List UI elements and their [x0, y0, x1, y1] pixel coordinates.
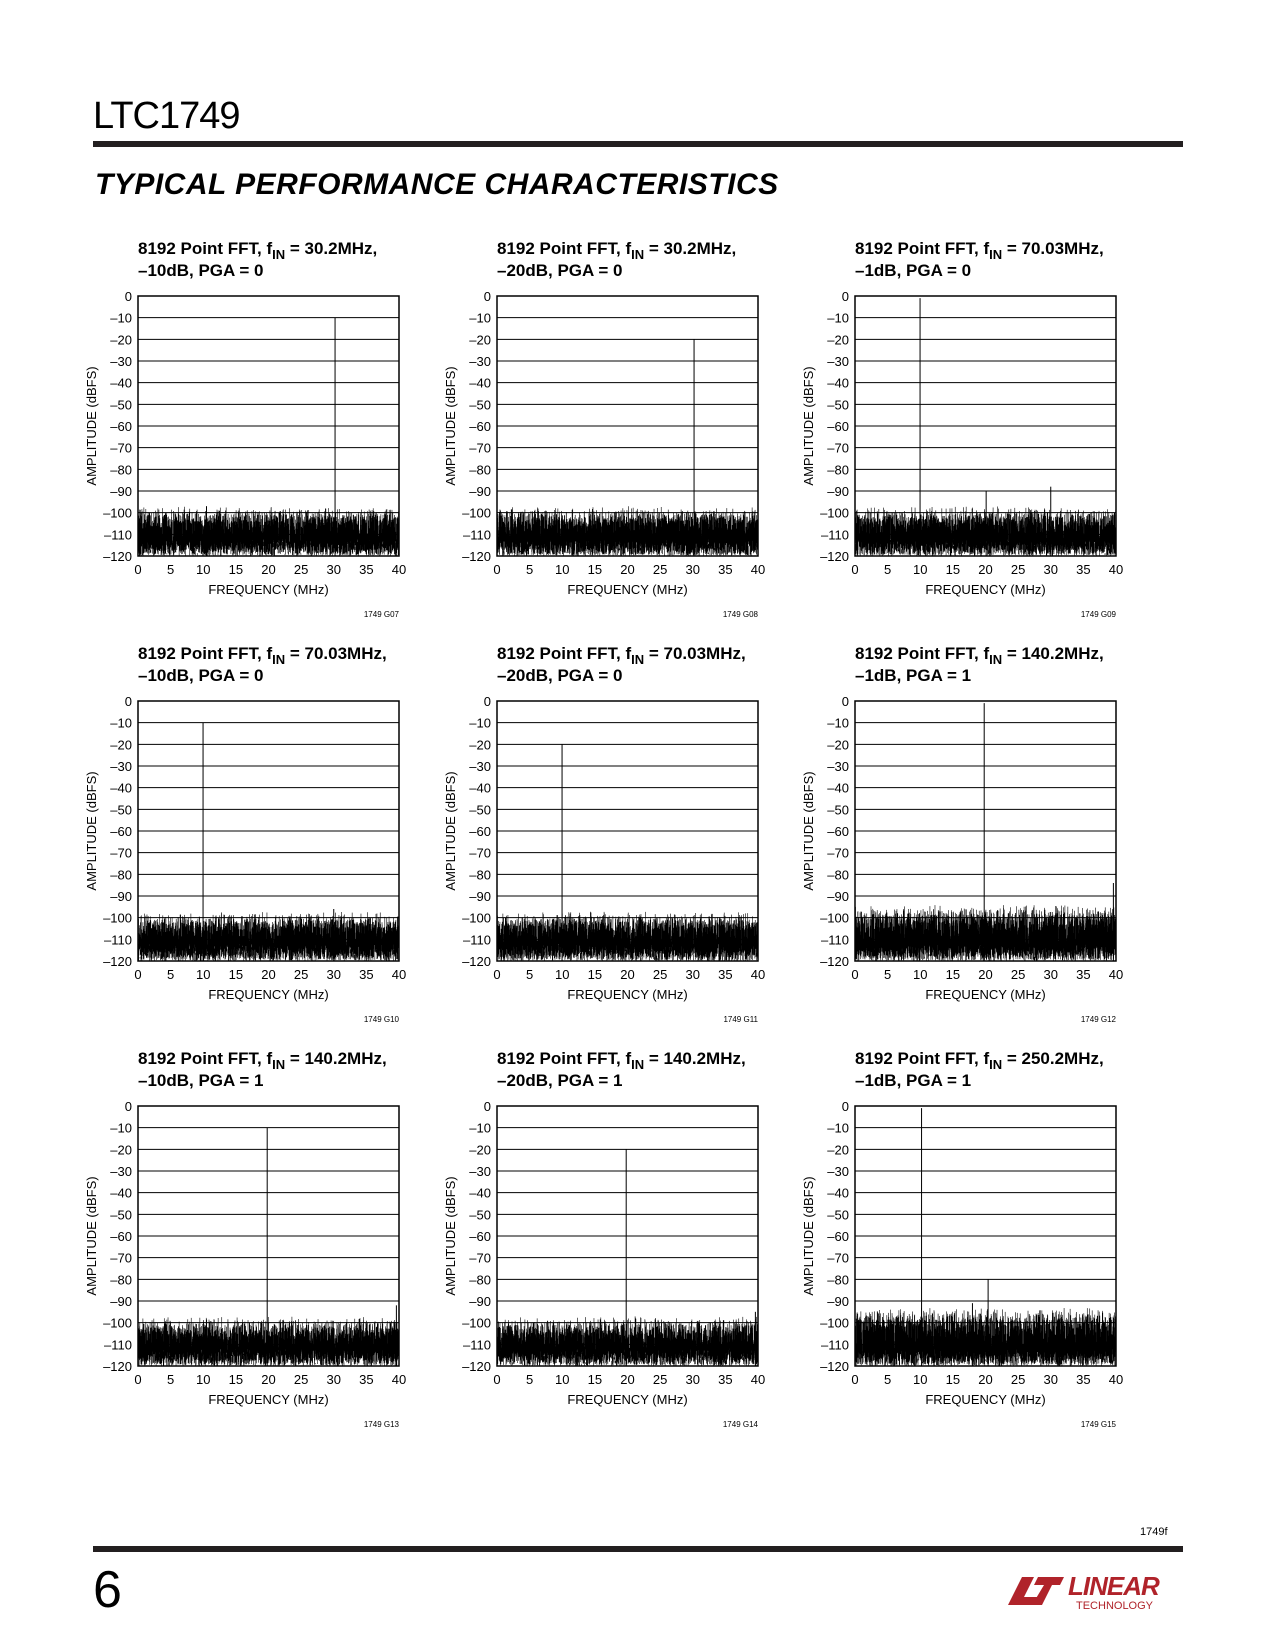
x-tick-label: 25 — [652, 562, 668, 577]
y-tick-label: –50 — [469, 1207, 491, 1223]
x-tick-label: 35 — [359, 1372, 374, 1387]
y-tick-label: –110 — [104, 1337, 132, 1353]
y-tick-label: –90 — [469, 484, 491, 499]
y-tick-label: –50 — [469, 397, 491, 413]
x-tick-label: 5 — [526, 1372, 534, 1387]
y-axis-label: AMPLITUDE (dBFS) — [84, 771, 99, 891]
y-tick-label: –60 — [469, 419, 491, 434]
y-tick-label: –50 — [469, 802, 491, 818]
y-tick-label: –10 — [827, 715, 849, 731]
x-tick-label: 35 — [359, 967, 374, 982]
x-tick-label: 30 — [326, 967, 341, 982]
chart-title-line2: –20dB, PGA = 1 — [497, 1071, 623, 1090]
y-tick-label: 0 — [483, 289, 491, 304]
chart-title-suffix: = 140.2MHz, — [285, 1049, 387, 1068]
y-tick-label: –120 — [462, 549, 491, 564]
lt-logo-mark — [1008, 1577, 1064, 1605]
y-tick-label: –100 — [462, 910, 491, 926]
x-tick-label: 40 — [750, 1372, 766, 1387]
y-tick-label: –40 — [110, 1185, 132, 1201]
y-tick-label: –70 — [469, 440, 491, 456]
y-tick-label: –110 — [821, 932, 849, 948]
y-tick-label: –80 — [827, 867, 849, 883]
chart-title-prefix: 8192 Point FFT, f — [497, 644, 632, 663]
y-tick-label: 0 — [124, 694, 132, 709]
x-tick-label: 20 — [620, 1372, 635, 1387]
y-tick-label: –10 — [469, 310, 491, 326]
y-tick-label: –30 — [110, 354, 132, 369]
y-tick-label: –90 — [110, 1294, 132, 1309]
x-tick-label: 0 — [134, 967, 142, 982]
y-tick-label: –20 — [827, 332, 849, 348]
y-tick-label: –80 — [110, 867, 132, 883]
chart-title-subscript: IN — [631, 652, 645, 667]
x-axis-label: FREQUENCY (MHz) — [208, 987, 329, 1002]
chart-title-suffix: = 30.2MHz, — [285, 239, 378, 258]
chart-title-line2: –10dB, PGA = 0 — [138, 261, 264, 280]
y-tick-label: 0 — [124, 1099, 132, 1114]
chart-title-line1 — [855, 644, 1104, 667]
y-tick-label: –120 — [820, 549, 849, 564]
noise-floor-trace — [497, 912, 758, 961]
x-tick-label: 20 — [978, 562, 993, 577]
chart-title-subscript: IN — [989, 247, 1003, 262]
chart-title-subscript: IN — [272, 247, 286, 262]
chart-title-subscript: IN — [272, 652, 286, 667]
chart-title-line1 — [138, 644, 387, 667]
y-tick-label: –70 — [469, 845, 491, 861]
x-tick-label: 10 — [196, 1372, 211, 1387]
y-tick-label: –110 — [821, 1337, 849, 1353]
y-tick-label: –60 — [469, 1229, 491, 1244]
x-tick-label: 25 — [293, 562, 309, 577]
y-tick-label: –100 — [103, 1315, 132, 1331]
y-tick-label: –100 — [820, 505, 849, 521]
x-tick-label: 30 — [1043, 1372, 1058, 1387]
y-tick-label: –110 — [104, 527, 132, 543]
x-tick-label: 40 — [391, 1372, 407, 1387]
y-tick-label: 0 — [841, 694, 849, 709]
y-tick-label: –20 — [469, 332, 491, 348]
y-tick-label: –40 — [110, 375, 132, 391]
y-tick-label: –120 — [820, 1359, 849, 1374]
y-tick-label: –120 — [462, 1359, 491, 1374]
chart-title-subscript: IN — [989, 1057, 1003, 1072]
y-tick-label: –110 — [463, 527, 491, 543]
y-axis-label: AMPLITUDE (dBFS) — [801, 771, 816, 891]
x-tick-label: 25 — [1010, 1372, 1026, 1387]
x-axis-label: FREQUENCY (MHz) — [208, 1392, 329, 1407]
y-tick-label: –10 — [827, 1120, 849, 1136]
y-tick-label: –30 — [110, 1164, 132, 1179]
page-number: 6 — [93, 1561, 122, 1619]
x-tick-label: 10 — [196, 967, 211, 982]
y-tick-label: –20 — [110, 332, 132, 348]
x-tick-label: 30 — [685, 562, 700, 577]
x-tick-label: 0 — [134, 1372, 142, 1387]
y-axis-label: AMPLITUDE (dBFS) — [443, 1176, 458, 1296]
x-tick-label: 0 — [493, 967, 501, 982]
part-number: LTC1749 — [93, 95, 240, 137]
x-tick-label: 40 — [391, 967, 407, 982]
x-tick-label: 15 — [945, 967, 961, 982]
noise-floor-trace — [138, 1317, 399, 1366]
y-tick-label: –50 — [110, 802, 132, 818]
x-tick-label: 10 — [555, 562, 570, 577]
y-tick-label: –70 — [469, 1250, 491, 1266]
y-tick-label: –100 — [103, 910, 132, 926]
chart-title-line1 — [497, 239, 736, 262]
y-tick-label: –80 — [469, 867, 491, 883]
y-axis-label: AMPLITUDE (dBFS) — [443, 771, 458, 891]
y-tick-label: –40 — [469, 780, 491, 796]
y-tick-label: –60 — [827, 419, 849, 434]
chart-title-suffix: = 140.2MHz, — [644, 1049, 746, 1068]
y-tick-label: –120 — [103, 1359, 132, 1374]
x-tick-label: 20 — [620, 562, 635, 577]
chart-title-suffix: = 70.03MHz, — [644, 644, 746, 663]
y-tick-label: –20 — [469, 737, 491, 753]
chart-title-line1 — [497, 644, 746, 667]
x-tick-label: 0 — [493, 1372, 501, 1387]
chart-title-suffix: = 70.03MHz, — [285, 644, 387, 663]
y-tick-label: –70 — [110, 845, 132, 861]
x-tick-label: 40 — [750, 967, 766, 982]
figure-id: 1749 G13 — [363, 1420, 399, 1429]
chart-title-prefix: 8192 Point FFT, f — [855, 239, 990, 258]
x-tick-label: 35 — [1076, 1372, 1091, 1387]
y-tick-label: –60 — [110, 824, 132, 839]
chart-title-prefix: 8192 Point FFT, f — [855, 1049, 990, 1068]
figure-id: 1749 G12 — [1080, 1015, 1116, 1024]
x-axis-label: FREQUENCY (MHz) — [208, 582, 329, 597]
x-tick-label: 15 — [587, 562, 603, 577]
x-axis-label: FREQUENCY (MHz) — [567, 1392, 688, 1407]
y-tick-label: –60 — [827, 824, 849, 839]
figure-id: 1749 G11 — [723, 1015, 758, 1024]
chart-title-line1 — [855, 1049, 1104, 1072]
x-tick-label: 35 — [359, 562, 374, 577]
x-tick-label: 0 — [851, 967, 859, 982]
fft-chart-2 — [437, 231, 797, 631]
y-tick-label: –30 — [827, 759, 849, 774]
chart-title-line1 — [138, 239, 377, 262]
x-tick-label: 40 — [1108, 1372, 1124, 1387]
y-axis-label: AMPLITUDE (dBFS) — [443, 366, 458, 486]
y-tick-label: 0 — [841, 289, 849, 304]
chart-title-suffix: = 70.03MHz, — [1002, 239, 1104, 258]
x-tick-label: 0 — [493, 562, 501, 577]
y-tick-label: –40 — [110, 780, 132, 796]
x-tick-label: 0 — [134, 562, 142, 577]
chart-title-prefix: 8192 Point FFT, f — [497, 1049, 632, 1068]
x-tick-label: 15 — [587, 1372, 603, 1387]
y-tick-label: –90 — [469, 889, 491, 904]
y-tick-label: –30 — [827, 354, 849, 369]
y-tick-label: –30 — [110, 759, 132, 774]
chart-title-line2: –1dB, PGA = 1 — [855, 666, 972, 685]
logo-subtext: TECHNOLOGY — [1076, 1600, 1154, 1612]
y-tick-label: –30 — [827, 1164, 849, 1179]
x-tick-label: 20 — [978, 1372, 993, 1387]
x-tick-label: 15 — [945, 562, 961, 577]
x-tick-label: 15 — [587, 967, 603, 982]
y-tick-label: –70 — [827, 845, 849, 861]
y-tick-label: –110 — [463, 1337, 491, 1353]
chart-title-suffix: = 30.2MHz, — [644, 239, 737, 258]
y-tick-label: –10 — [469, 715, 491, 731]
y-tick-label: –120 — [103, 549, 132, 564]
y-tick-label: –20 — [827, 1142, 849, 1158]
y-tick-label: –110 — [463, 932, 491, 948]
y-tick-label: –80 — [827, 1272, 849, 1288]
chart-title-prefix: 8192 Point FFT, f — [138, 239, 273, 258]
x-tick-label: 5 — [526, 562, 534, 577]
y-tick-label: –20 — [110, 737, 132, 753]
x-tick-label: 40 — [1108, 967, 1124, 982]
y-tick-label: –30 — [469, 1164, 491, 1179]
noise-floor-trace — [497, 506, 758, 556]
y-tick-label: –100 — [462, 505, 491, 521]
x-tick-label: 25 — [1010, 967, 1026, 982]
x-tick-label: 35 — [718, 967, 733, 982]
x-tick-label: 35 — [718, 1372, 733, 1387]
chart-title-line2: –1dB, PGA = 0 — [855, 261, 972, 280]
x-tick-label: 25 — [652, 1372, 668, 1387]
header-rule — [93, 141, 1183, 147]
fft-chart-3 — [795, 231, 1155, 631]
y-tick-label: –30 — [469, 759, 491, 774]
y-tick-label: –10 — [827, 310, 849, 326]
x-tick-label: 30 — [685, 1372, 700, 1387]
y-axis-label: AMPLITUDE (dBFS) — [801, 1176, 816, 1296]
x-tick-label: 30 — [1043, 967, 1058, 982]
chart-title-subscript: IN — [989, 652, 1003, 667]
x-axis-label: FREQUENCY (MHz) — [925, 582, 1046, 597]
chart-title-subscript: IN — [631, 247, 645, 262]
y-tick-label: –90 — [827, 484, 849, 499]
noise-floor-trace — [855, 905, 1116, 961]
footer-rule — [93, 1546, 1183, 1552]
y-tick-label: –120 — [462, 954, 491, 969]
y-tick-label: –10 — [469, 1120, 491, 1136]
x-axis-label: FREQUENCY (MHz) — [567, 582, 688, 597]
x-axis-label: FREQUENCY (MHz) — [925, 1392, 1046, 1407]
y-tick-label: –50 — [110, 397, 132, 413]
chart-title-line1 — [855, 239, 1104, 262]
y-tick-label: –70 — [827, 1250, 849, 1266]
x-tick-label: 30 — [1043, 562, 1058, 577]
x-tick-label: 35 — [1076, 562, 1091, 577]
fft-chart-5 — [437, 636, 797, 1036]
y-axis-label: AMPLITUDE (dBFS) — [84, 366, 99, 486]
y-tick-label: –100 — [103, 505, 132, 521]
x-tick-label: 30 — [685, 967, 700, 982]
y-tick-label: –80 — [110, 1272, 132, 1288]
chart-title-line2: –10dB, PGA = 1 — [138, 1071, 264, 1090]
y-tick-label: 0 — [483, 1099, 491, 1114]
y-tick-label: –10 — [110, 1120, 132, 1136]
y-axis-label: AMPLITUDE (dBFS) — [84, 1176, 99, 1296]
x-tick-label: 35 — [718, 562, 733, 577]
chart-title-suffix: = 140.2MHz, — [1002, 644, 1104, 663]
y-tick-label: –10 — [110, 310, 132, 326]
y-tick-label: –100 — [820, 910, 849, 926]
x-tick-label: 5 — [884, 1372, 892, 1387]
y-tick-label: –60 — [110, 419, 132, 434]
y-tick-label: –60 — [827, 1229, 849, 1244]
doc-code: 1749f — [1140, 1526, 1168, 1538]
figure-id: 1749 G14 — [722, 1420, 758, 1429]
y-tick-label: 0 — [841, 1099, 849, 1114]
y-tick-label: –90 — [827, 1294, 849, 1309]
noise-floor-trace — [497, 1316, 758, 1366]
y-tick-label: –20 — [469, 1142, 491, 1158]
y-tick-label: –40 — [827, 375, 849, 391]
y-tick-label: 0 — [124, 289, 132, 304]
x-tick-label: 10 — [555, 1372, 570, 1387]
chart-title-prefix: 8192 Point FFT, f — [138, 644, 273, 663]
section-title: TYPICAL PERFORMANCE CHARACTERISTICS — [95, 168, 779, 201]
y-tick-label: –80 — [469, 462, 491, 478]
chart-title-line1 — [138, 1049, 387, 1072]
y-tick-label: –10 — [110, 715, 132, 731]
y-tick-label: –110 — [821, 527, 849, 543]
x-tick-label: 10 — [196, 562, 211, 577]
y-tick-label: –70 — [827, 440, 849, 456]
y-tick-label: –110 — [104, 932, 132, 948]
x-tick-label: 40 — [750, 562, 766, 577]
y-tick-label: –40 — [827, 780, 849, 796]
y-tick-label: –50 — [827, 397, 849, 413]
y-tick-label: –30 — [469, 354, 491, 369]
figure-id: 1749 G08 — [722, 610, 758, 619]
y-tick-label: –90 — [110, 484, 132, 499]
x-tick-label: 15 — [945, 1372, 961, 1387]
x-tick-label: 15 — [228, 967, 244, 982]
y-tick-label: –90 — [827, 889, 849, 904]
x-axis-label: FREQUENCY (MHz) — [567, 987, 688, 1002]
chart-title-suffix: = 250.2MHz, — [1002, 1049, 1104, 1068]
x-tick-label: 10 — [913, 1372, 928, 1387]
noise-floor-trace — [138, 912, 399, 961]
x-tick-label: 10 — [555, 967, 570, 982]
figure-id: 1749 G07 — [363, 610, 399, 619]
chart-title-line2: –20dB, PGA = 0 — [497, 666, 623, 685]
y-tick-label: –20 — [827, 737, 849, 753]
x-tick-label: 15 — [228, 1372, 244, 1387]
linear-technology-logo — [1000, 1565, 1180, 1615]
chart-title-subscript: IN — [631, 1057, 645, 1072]
x-tick-label: 15 — [228, 562, 244, 577]
chart-title-line2: –20dB, PGA = 0 — [497, 261, 623, 280]
y-tick-label: –50 — [827, 1207, 849, 1223]
x-tick-label: 5 — [167, 967, 175, 982]
x-tick-label: 20 — [261, 562, 276, 577]
y-tick-label: –90 — [110, 889, 132, 904]
y-tick-label: –50 — [827, 802, 849, 818]
x-tick-label: 20 — [261, 967, 276, 982]
figure-id: 1749 G09 — [1080, 610, 1116, 619]
y-tick-label: –60 — [110, 1229, 132, 1244]
x-tick-label: 20 — [261, 1372, 276, 1387]
chart-title-subscript: IN — [272, 1057, 286, 1072]
noise-floor-trace — [855, 1308, 1116, 1366]
figure-id: 1749 G15 — [1080, 1420, 1116, 1429]
y-tick-label: –60 — [469, 824, 491, 839]
y-tick-label: –20 — [110, 1142, 132, 1158]
chart-title-prefix: 8192 Point FFT, f — [138, 1049, 273, 1068]
fft-chart-9 — [795, 1041, 1155, 1441]
noise-floor-trace — [138, 507, 399, 556]
fft-chart-1 — [78, 231, 438, 631]
chart-title-line2: –1dB, PGA = 1 — [855, 1071, 972, 1090]
y-tick-label: –40 — [469, 375, 491, 391]
y-tick-label: –40 — [827, 1185, 849, 1201]
x-tick-label: 25 — [1010, 562, 1026, 577]
x-tick-label: 25 — [293, 967, 309, 982]
fft-chart-8 — [437, 1041, 797, 1441]
y-tick-label: –100 — [820, 1315, 849, 1331]
y-tick-label: –70 — [110, 1250, 132, 1266]
x-tick-label: 0 — [851, 562, 859, 577]
chart-title-prefix: 8192 Point FFT, f — [855, 644, 990, 663]
fft-chart-6 — [795, 636, 1155, 1036]
y-tick-label: –120 — [820, 954, 849, 969]
y-tick-label: –120 — [103, 954, 132, 969]
x-tick-label: 40 — [1108, 562, 1124, 577]
x-tick-label: 35 — [1076, 967, 1091, 982]
x-tick-label: 5 — [167, 562, 175, 577]
chart-title-line1 — [497, 1049, 746, 1072]
noise-floor-trace — [855, 507, 1116, 556]
y-tick-label: 0 — [483, 694, 491, 709]
x-tick-label: 25 — [652, 967, 668, 982]
x-tick-label: 10 — [913, 562, 928, 577]
y-tick-label: –100 — [462, 1315, 491, 1331]
chart-title-prefix: 8192 Point FFT, f — [497, 239, 632, 258]
y-axis-label: AMPLITUDE (dBFS) — [801, 366, 816, 486]
x-tick-label: 20 — [978, 967, 993, 982]
x-tick-label: 30 — [326, 1372, 341, 1387]
fft-chart-7 — [78, 1041, 438, 1441]
fft-chart-4 — [78, 636, 438, 1036]
chart-title-line2: –10dB, PGA = 0 — [138, 666, 264, 685]
x-tick-label: 20 — [620, 967, 635, 982]
y-tick-label: –70 — [110, 440, 132, 456]
x-tick-label: 5 — [167, 1372, 175, 1387]
x-tick-label: 5 — [884, 562, 892, 577]
y-tick-label: –40 — [469, 1185, 491, 1201]
figure-id: 1749 G10 — [363, 1015, 399, 1024]
y-tick-label: –80 — [827, 462, 849, 478]
x-tick-label: 10 — [913, 967, 928, 982]
x-tick-label: 30 — [326, 562, 341, 577]
logo-text: LINEAR — [1068, 1571, 1159, 1601]
x-axis-label: FREQUENCY (MHz) — [925, 987, 1046, 1002]
x-tick-label: 5 — [884, 967, 892, 982]
y-tick-label: –80 — [110, 462, 132, 478]
y-tick-label: –50 — [110, 1207, 132, 1223]
x-tick-label: 0 — [851, 1372, 859, 1387]
x-tick-label: 40 — [391, 562, 407, 577]
x-tick-label: 25 — [293, 1372, 309, 1387]
y-tick-label: –80 — [469, 1272, 491, 1288]
x-tick-label: 5 — [526, 967, 534, 982]
y-tick-label: –90 — [469, 1294, 491, 1309]
